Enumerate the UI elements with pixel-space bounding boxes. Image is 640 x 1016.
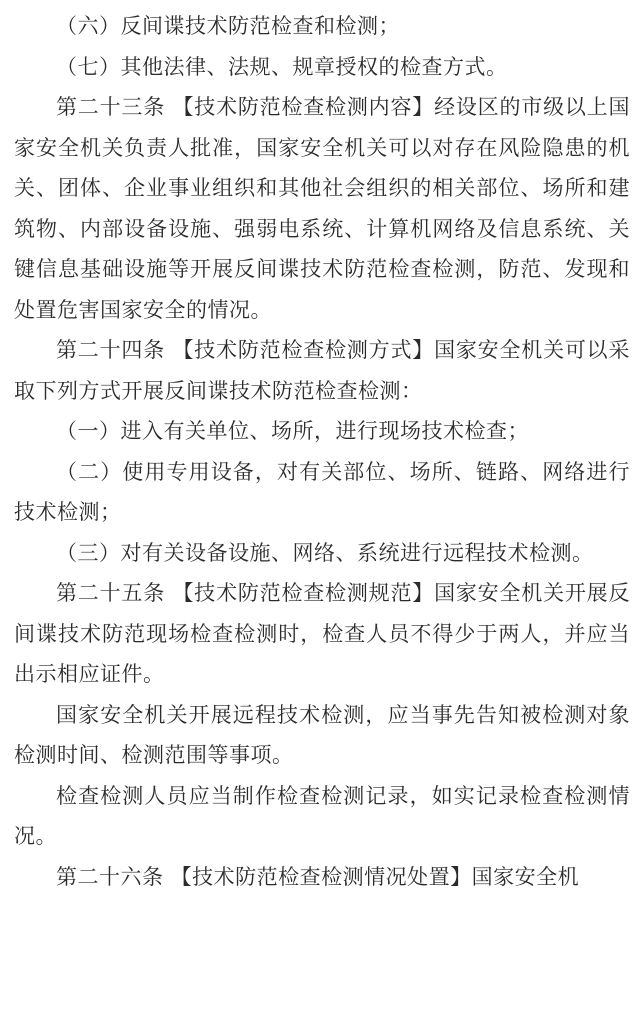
- paragraph-item-6: （六）反间谍技术防范检查和检测；: [56, 14, 400, 38]
- article-25-remote-detection: 国家安全机关开展远程技术检测，应当事先告知被检测对象检测时间、检测范围等事项。: [14, 702, 630, 767]
- article-26: 第二十六条 【技术防范检查检测情况处置】国家安全机: [56, 864, 580, 889]
- article-25-records: 检查检测人员应当制作检查检测记录，如实记录检查检测情况。: [14, 783, 630, 848]
- article-24-item-1: （一）进入有关单位、场所，进行现场技术检查；: [56, 419, 529, 443]
- article-25: 第二十五条 【技术防范检查检测规范】国家安全机关开展反间谍技术防范现场检查检测时，检查人员不得少于两人，并应当出示相应证件。: [14, 581, 630, 686]
- article-24: 第二十四条 【技术防范检查检测方式】国家安全机关可以采取下列方式开展反间谍技术防范检查检测：: [14, 338, 630, 403]
- article-24-item-3: （三）对有关设备设施、网络、系统进行远程技术检测。: [56, 540, 594, 565]
- article-24-item-2: （二）使用专用设备，对有关部位、场所、链路、网络进行技术检测；: [14, 459, 630, 524]
- paragraph-item-7: （七）其他法律、法规、规章授权的检查方式。: [56, 54, 508, 79]
- article-23: 第二十三条 【技术防范检查检测内容】经设区的市级以上国家安全机关负责人批准，国家安全机关可以对存在风险隐患的机关、团体、企业事业组织和其他社会组织的相关部位、场所和建筑物、内部设备设施、强弱电系统、计算机网络及信息系统、关键信息基础设施等开展反间谍技术防范检查检测，防范、发现和处置危害国家安全的情况。: [14, 95, 630, 322]
